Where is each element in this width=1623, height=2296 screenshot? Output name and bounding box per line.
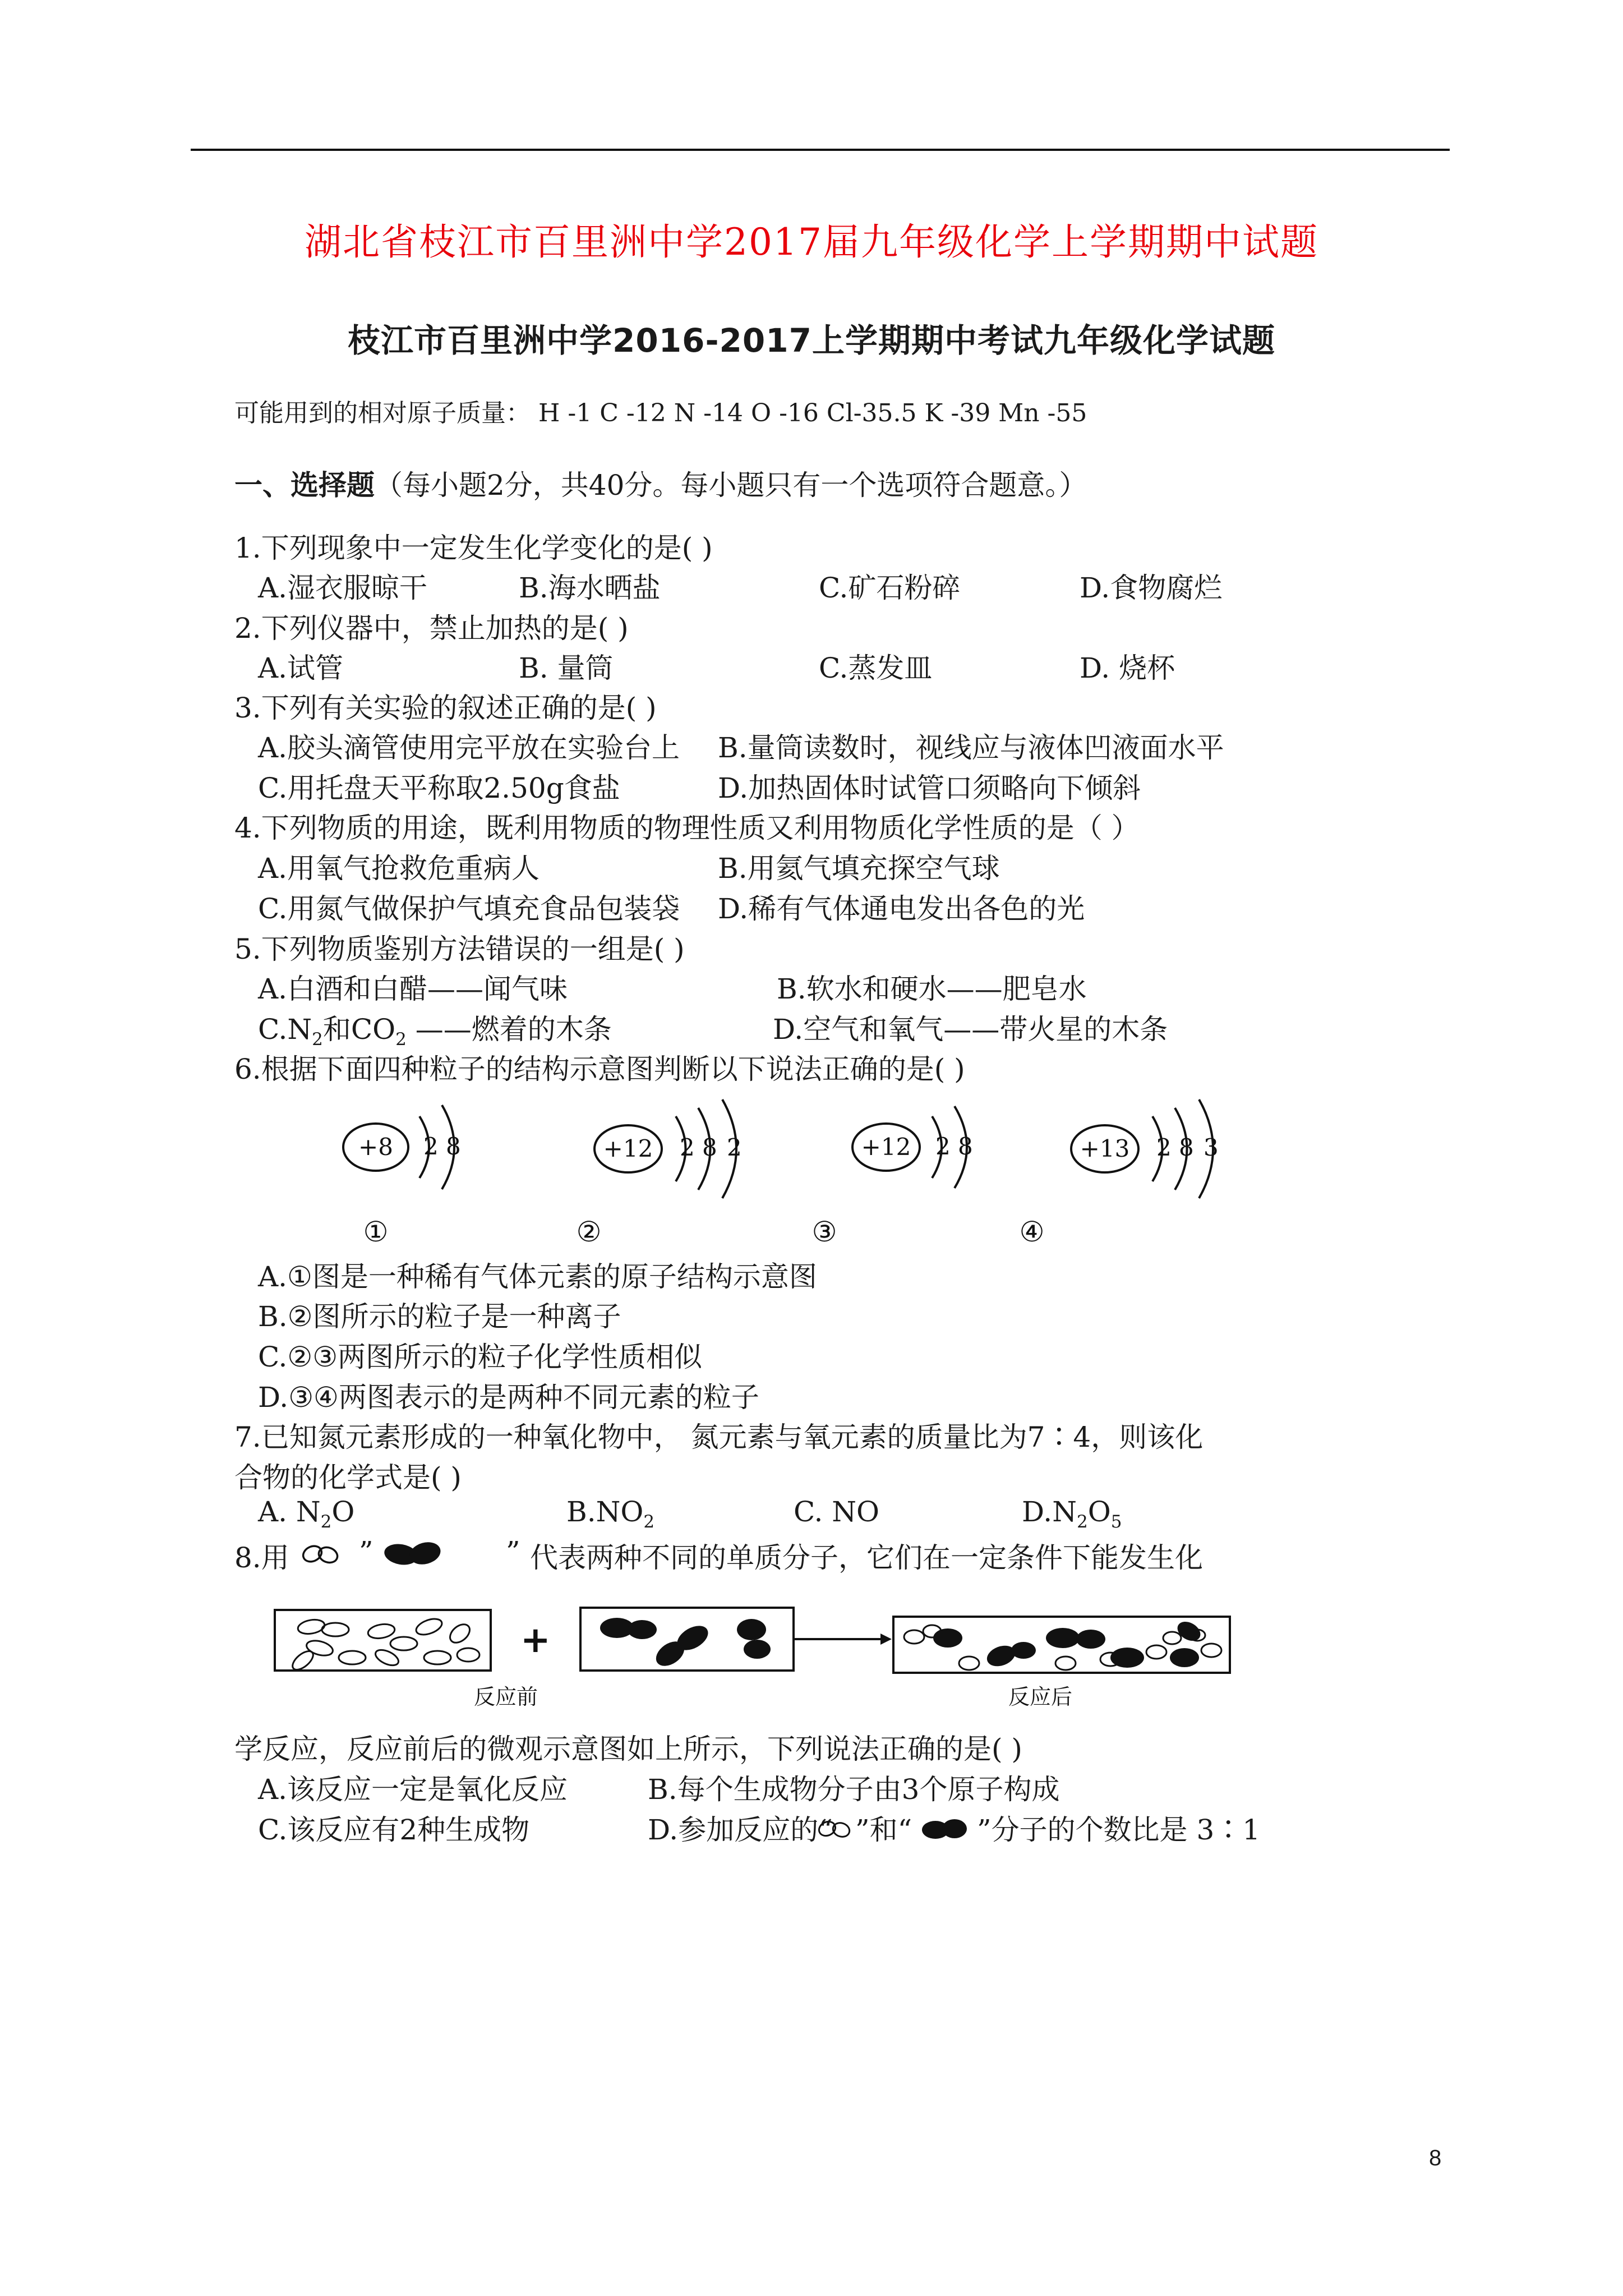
q8d-quote-close: ” <box>855 1814 870 1846</box>
q7-option-a <box>258 1496 354 1532</box>
q4-option-d: D.稀有气体通电发出各色的光 <box>718 892 1085 925</box>
q7a-sub: 2 <box>320 1512 332 1532</box>
atom3-nucleus: +12 <box>861 1133 911 1161</box>
q6-option-b: B.②图所示的粒子是一种离子 <box>258 1300 621 1333</box>
before-box-white <box>275 1610 491 1673</box>
q8-option-d <box>648 1807 833 1848</box>
atomic-mass-line: 可能用到的相对原子质量： H -1 C -12 N -14 O -16 Cl-35.5 K -39 Mn -55 <box>234 399 1087 427</box>
question-7: 7.已知氮元素形成的一种氧化物中， 氮元素与氧元素的质量比为7∶4，则该化 <box>234 1421 1204 1453</box>
question-3: 3.下列有关实验的叙述正确的是( ) <box>234 692 657 724</box>
q1-option-b: B.海水晒盐 <box>519 572 661 604</box>
q7b-sub: 2 <box>643 1512 655 1532</box>
q8d-quote-open-2: “ <box>897 1814 912 1846</box>
q8d-tail <box>977 1807 1260 1848</box>
section-note: （每小题2分，共40分。每小题只有一个选项符合题意。） <box>375 469 1087 501</box>
q7a-n: A. N <box>258 1496 321 1528</box>
q7d-o: O <box>1087 1496 1111 1528</box>
question-8-start: 8.用 <box>234 1542 289 1574</box>
q7d-sub1: 2 <box>1076 1512 1088 1532</box>
black-molecule-icon-small <box>920 1813 976 1841</box>
main-title: 湖北省枝江市百里洲中学2017届九年级化学上学期期中试题 <box>305 220 1318 264</box>
atom4-shell-2: 8 <box>1179 1134 1194 1161</box>
atom-diagram-4 <box>1071 1099 1219 1198</box>
q8-option-b: B.每个生成物分子由3个原子构成 <box>648 1773 1060 1806</box>
q5c-co: 和CO <box>322 1013 396 1046</box>
q5-option-c <box>258 1007 612 1050</box>
q5c-sub2: 2 <box>395 1029 407 1050</box>
atom3-label: ③ <box>811 1216 837 1248</box>
q8-option-a: A.该反应一定是氧化反应 <box>258 1773 568 1806</box>
q8d-quote-close-2: ” <box>977 1814 992 1846</box>
q7b-no: B.NO <box>566 1496 644 1528</box>
atom1-label: ① <box>363 1216 389 1248</box>
q7-option-c: C. NO <box>794 1496 880 1528</box>
atom3-shell-2: 8 <box>958 1133 973 1160</box>
atom-diagram-1 <box>343 1105 461 1189</box>
question-1: 1.下列现象中一定发生化学变化的是( ) <box>234 532 713 564</box>
atom1-shell-1: 2 <box>423 1133 439 1160</box>
question-8-stem: 代表两种不同的单质分子，它们在一定条件下能发生化 <box>530 1542 1203 1574</box>
q8-quote-open: ” <box>359 1535 374 1568</box>
exam-subtitle: 枝江市百里洲中学2016-2017上学期期中考试九年级化学试题 <box>348 321 1275 360</box>
black-molecule-icon <box>381 1540 449 1568</box>
section-heading <box>234 463 1087 503</box>
top-rule <box>191 149 1450 151</box>
question-5: 5.下列物质鉴别方法错误的一组是( ) <box>234 933 685 965</box>
q6-option-c: C.②③两图所示的粒子化学性质相似 <box>258 1341 703 1373</box>
plus-sign: + <box>520 1619 551 1661</box>
q8d-text1: D.参加反应的 <box>648 1814 819 1846</box>
atom1-shell-2: 8 <box>446 1133 461 1160</box>
q4-option-c: C.用氮气做保护气填充食品包装袋 <box>258 892 680 925</box>
q3-option-a: A.胶头滴管使用完平放在实验台上 <box>258 731 680 764</box>
q8d-quote-open: “ <box>818 1814 833 1846</box>
q1-option-a: A.湿衣服晾干 <box>258 572 428 604</box>
q8-option-c: C.该反应有2种生成物 <box>258 1814 530 1846</box>
atom4-shell-1: 2 <box>1156 1134 1172 1161</box>
q5-option-d: D.空气和氧气——带火星的木条 <box>773 1013 1168 1046</box>
q5c-sub1: 2 <box>312 1029 323 1050</box>
atom4-nucleus: +13 <box>1080 1135 1130 1162</box>
question-2: 2.下列仪器中，禁止加热的是( ) <box>234 612 629 645</box>
q1-option-d: D.食物腐烂 <box>1080 572 1223 604</box>
q6-option-d: D.③④两图表示的是两种不同元素的粒子 <box>258 1381 759 1414</box>
q7-option-d <box>1022 1496 1122 1532</box>
q3-option-d: D.加热固体时试管口须略向下倾斜 <box>718 772 1141 804</box>
atom3-shell-1: 2 <box>935 1133 951 1160</box>
page-number: 8 <box>1429 2146 1442 2170</box>
white-molecule-icon-small <box>816 1813 855 1841</box>
section-title: 一、选择题 <box>234 469 375 501</box>
q6-option-a: A.①图是一种稀有气体元素的原子结构示意图 <box>258 1260 817 1293</box>
atom2-nucleus: +12 <box>603 1135 653 1162</box>
before-label: 反应前 <box>474 1685 538 1709</box>
atom2-shell-1: 2 <box>680 1134 695 1161</box>
question-6: 6.根据下面四种粒子的结构示意图判断以下说法正确的是( ) <box>234 1053 965 1085</box>
q2-option-b: B. 量筒 <box>519 652 614 684</box>
reaction-diagram <box>269 1604 1234 1717</box>
q3-option-c: C.用托盘天平称取2.50g食盐 <box>258 772 620 804</box>
q7d-sub2: 5 <box>1110 1512 1122 1532</box>
atom1-nucleus: +8 <box>358 1133 393 1161</box>
q4-option-b: B.用氦气填充探空气球 <box>718 852 1000 885</box>
after-box <box>893 1617 1230 1673</box>
q1-option-c: C.矿石粉碎 <box>819 572 961 604</box>
q3-option-b: B.量筒读数时，视线应与液体凹液面水平 <box>718 731 1224 764</box>
q5-option-b: B.软水和硬水——肥皂水 <box>777 973 1087 1005</box>
question-8-line2: 学反应，反应前后的微观示意图如上所示，下列说法正确的是( ) <box>234 1733 1022 1765</box>
atom4-shell-3: 3 <box>1204 1134 1219 1161</box>
q8d-and: 和 <box>869 1814 898 1846</box>
q7a-o: O <box>331 1496 355 1528</box>
q8-quote-close: ” <box>506 1535 520 1568</box>
before-box-black <box>580 1608 794 1671</box>
atom4-label: ④ <box>1019 1216 1045 1248</box>
q2-option-a: A.试管 <box>258 652 344 684</box>
q5c-n: C.N <box>258 1013 312 1046</box>
atom2-shell-3: 2 <box>727 1134 742 1161</box>
after-label: 反应后 <box>1008 1685 1073 1709</box>
atom-diagram-2 <box>594 1099 742 1198</box>
atom2-shell-2: 8 <box>702 1134 717 1161</box>
atom-diagrams <box>336 1099 1458 1257</box>
q7-option-b <box>566 1496 654 1532</box>
q8d-mid <box>855 1807 912 1848</box>
q7d-n: D.N <box>1022 1496 1077 1528</box>
q2-option-c: C.蒸发皿 <box>819 652 933 684</box>
atom2-label: ② <box>576 1216 602 1248</box>
q8d-ratio: 分子的个数比是 3∶1 <box>991 1814 1261 1846</box>
question-7-line2: 合物的化学式是( ) <box>234 1461 462 1494</box>
q2-option-d: D. 烧杯 <box>1080 652 1175 684</box>
q5c-text: ——燃着的木条 <box>415 1013 612 1046</box>
q5-option-a: A.白酒和白醋——闻气味 <box>258 973 568 1005</box>
white-molecule-icon <box>300 1540 345 1568</box>
q4-option-a: A.用氧气抢救危重病人 <box>258 852 540 885</box>
atom-diagram-3 <box>852 1106 973 1188</box>
question-4: 4.下列物质的用途，既利用物质的物理性质又利用物质化学性质的是（ ） <box>234 812 1140 844</box>
